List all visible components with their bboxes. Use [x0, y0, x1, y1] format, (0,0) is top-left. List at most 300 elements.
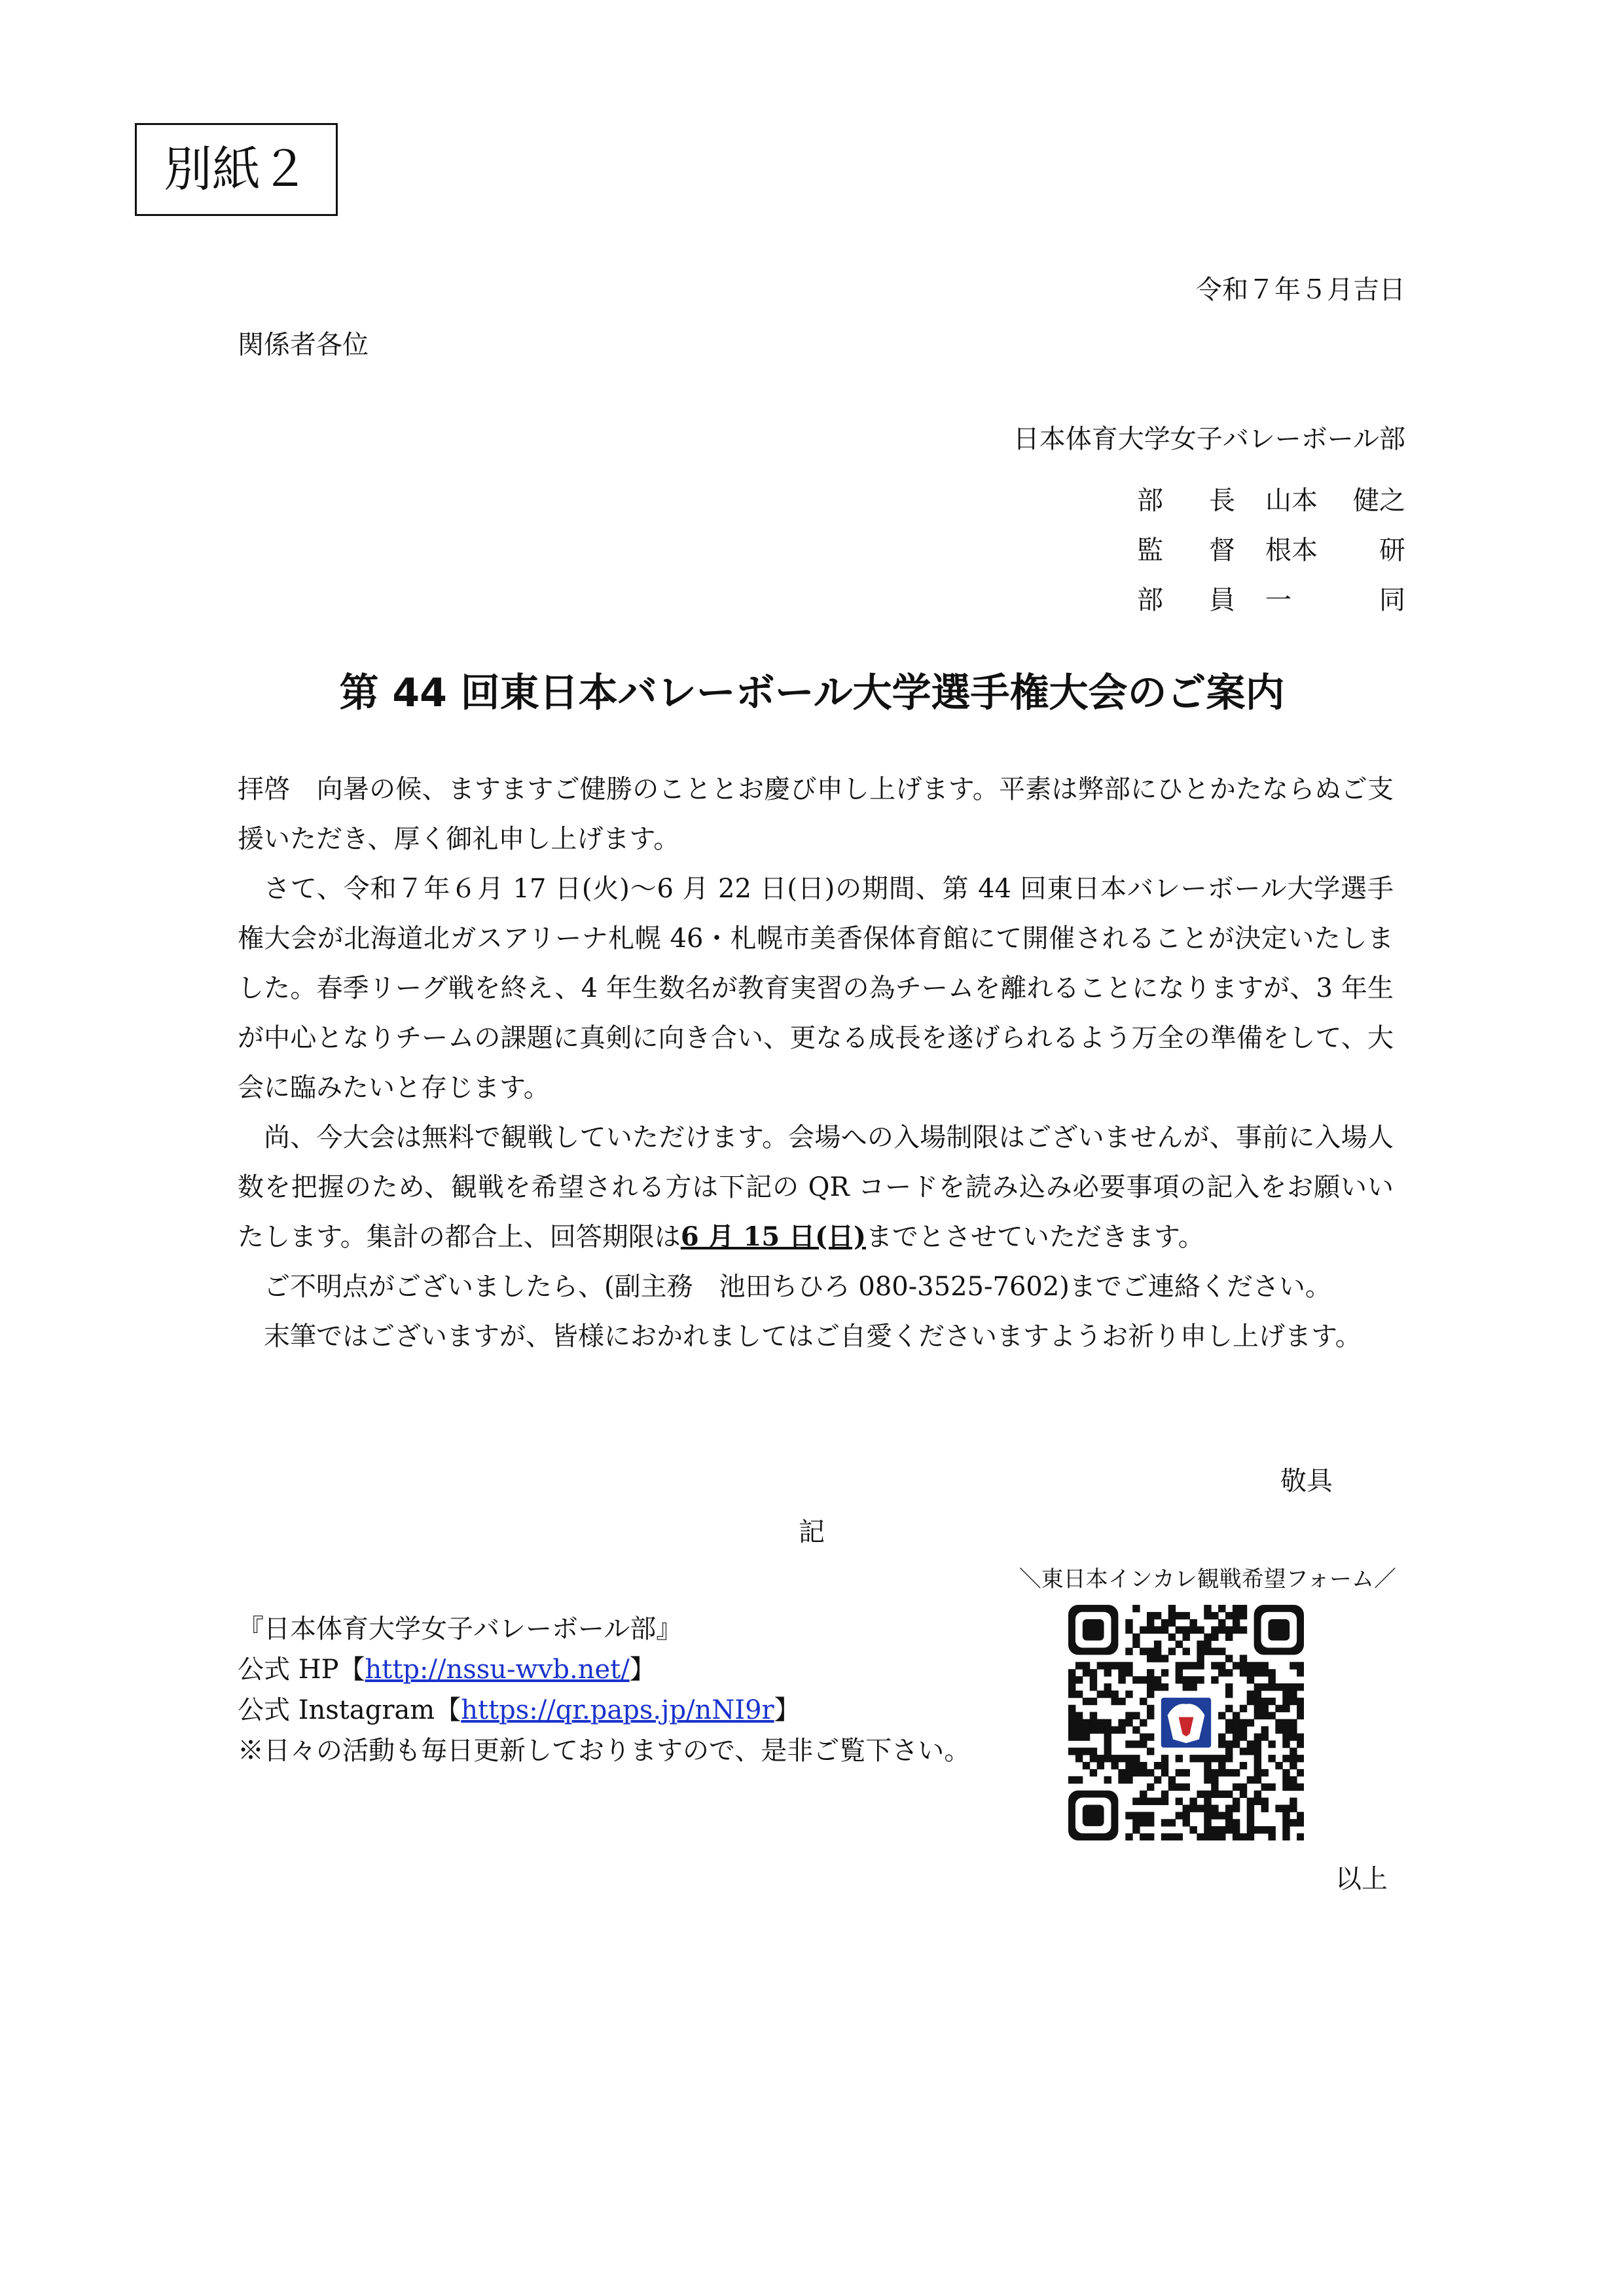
qr-module	[1233, 1733, 1240, 1740]
qr-module	[1297, 1819, 1304, 1826]
qr-module	[1204, 1769, 1211, 1776]
qr-module	[1247, 1748, 1254, 1755]
qr-module	[1140, 1762, 1147, 1769]
qr-module	[1275, 1804, 1282, 1812]
qr-module	[1168, 1634, 1176, 1641]
qr-module	[1118, 1719, 1125, 1727]
attachment-label: 別紙２	[164, 141, 309, 198]
qr-module	[1140, 1812, 1147, 1819]
qr-module	[1254, 1733, 1261, 1740]
qr-module	[1111, 1762, 1118, 1769]
qr-module	[1218, 1826, 1225, 1833]
qr-module	[1218, 1619, 1225, 1626]
qr-module	[1183, 1784, 1190, 1791]
qr-module	[1282, 1755, 1290, 1762]
qr-module	[1297, 1712, 1304, 1719]
qr-module	[1240, 1655, 1247, 1662]
qr-module	[1104, 1719, 1111, 1727]
qr-module	[1154, 1641, 1161, 1648]
qr-module	[1211, 1626, 1218, 1634]
qr-module	[1147, 1733, 1154, 1740]
qr-module	[1132, 1641, 1140, 1648]
qr-module	[1261, 1804, 1269, 1812]
qr-module	[1168, 1605, 1176, 1612]
qr-module	[1290, 1819, 1297, 1826]
qr-module	[1275, 1719, 1282, 1727]
qr-module	[1154, 1762, 1161, 1769]
qr-module	[1290, 1662, 1297, 1669]
qr-module	[1297, 1669, 1304, 1676]
qr-module	[1118, 1698, 1125, 1705]
qr-module	[1254, 1755, 1261, 1762]
qr-module	[1240, 1833, 1247, 1840]
qr-module	[1075, 1691, 1083, 1698]
qr-module	[1290, 1691, 1297, 1698]
qr-module	[1211, 1784, 1218, 1791]
qr-module	[1168, 1819, 1176, 1826]
qr-module	[1140, 1740, 1147, 1748]
qr-module	[1075, 1733, 1083, 1740]
qr-module	[1240, 1612, 1247, 1619]
qr-module	[1247, 1798, 1254, 1805]
qr-module	[1240, 1705, 1247, 1712]
qr-module	[1233, 1833, 1240, 1840]
qr-module	[1211, 1769, 1218, 1776]
qr-module	[1125, 1719, 1132, 1727]
qr-module	[1197, 1791, 1204, 1798]
qr-module	[1233, 1612, 1240, 1619]
qr-module	[1247, 1669, 1254, 1676]
qr-module	[1254, 1669, 1261, 1676]
activity-note: ※日々の活動も毎日更新しておりますので、是非ご覧下さい。	[238, 1736, 971, 1766]
qr-module	[1225, 1740, 1233, 1748]
qr-module	[1140, 1791, 1147, 1798]
qr-module	[1068, 1776, 1075, 1784]
qr-module	[1204, 1833, 1211, 1840]
qr-module	[1261, 1726, 1269, 1733]
qr-caption: ＼東日本インカレ観戦希望フォーム／	[1019, 1566, 1396, 1592]
qr-module	[1261, 1733, 1269, 1740]
qr-module	[1147, 1812, 1154, 1819]
qr-module	[1254, 1712, 1261, 1719]
qr-module	[1154, 1612, 1161, 1619]
qr-module	[1282, 1819, 1290, 1826]
qr-module	[1254, 1769, 1261, 1776]
qr-module	[1168, 1619, 1176, 1626]
qr-module	[1204, 1804, 1211, 1812]
qr-module	[1225, 1791, 1233, 1798]
qr-module	[1197, 1755, 1204, 1762]
qr-module	[1225, 1719, 1233, 1727]
qr-module	[1125, 1833, 1132, 1840]
qr-module	[1140, 1698, 1147, 1705]
qr-module	[1132, 1762, 1140, 1769]
qr-module	[1254, 1698, 1261, 1705]
qr-module	[1254, 1776, 1261, 1784]
qr-module	[1147, 1784, 1154, 1791]
qr-module	[1261, 1669, 1269, 1676]
qr-module	[1132, 1812, 1140, 1819]
document-title: 第 44 回東日本バレーボール大学選手権大会のご案内	[339, 670, 1285, 716]
qr-module	[1183, 1804, 1190, 1812]
qr-module	[1282, 1776, 1290, 1784]
qr-module	[1218, 1740, 1225, 1748]
qr-module	[1268, 1676, 1275, 1683]
qr-module	[1204, 1612, 1211, 1619]
qr-module	[1140, 1798, 1147, 1805]
qr-module	[1282, 1812, 1290, 1819]
qr-module	[1168, 1647, 1176, 1655]
qr-module	[1147, 1748, 1154, 1755]
qr-module	[1290, 1755, 1297, 1762]
qr-module	[1282, 1691, 1290, 1698]
qr-module	[1247, 1691, 1254, 1698]
qr-module	[1183, 1626, 1190, 1634]
qr-module	[1090, 1669, 1097, 1676]
qr-module	[1211, 1634, 1218, 1641]
qr-module	[1104, 1748, 1111, 1755]
paragraph-closing-wish: 末筆ではございますが、皆様におかれましてはご自愛くださいますようお祈り申し上げます。	[264, 1321, 1362, 1352]
qr-module	[1204, 1641, 1211, 1648]
qr-module	[1125, 1762, 1132, 1769]
qr-module	[1268, 1784, 1275, 1791]
qr-module	[1140, 1676, 1147, 1683]
qr-module	[1275, 1705, 1282, 1712]
qr-module	[1154, 1655, 1161, 1662]
qr-module	[1118, 1776, 1125, 1784]
qr-module	[1154, 1776, 1161, 1784]
qr-module	[1247, 1804, 1254, 1812]
qr-module	[1197, 1647, 1204, 1655]
qr-module	[1247, 1676, 1254, 1683]
response-deadline: 6 月 15 日(日)	[680, 1221, 866, 1252]
qr-module	[1147, 1769, 1154, 1776]
qr-module	[1176, 1769, 1183, 1776]
qr-module	[1097, 1755, 1104, 1762]
qr-module	[1097, 1691, 1104, 1698]
qr-module	[1161, 1655, 1168, 1662]
qr-module	[1140, 1833, 1147, 1840]
qr-module	[1083, 1726, 1090, 1733]
qr-module	[1083, 1669, 1090, 1676]
qr-module	[1075, 1755, 1083, 1762]
qr-module	[1261, 1784, 1269, 1791]
qr-module	[1233, 1826, 1240, 1833]
qr-module	[1282, 1740, 1290, 1748]
qr-finder-center	[1083, 1804, 1104, 1826]
addressee: 関係者各位	[238, 330, 369, 360]
instagram-link[interactable]: https://qr.paps.jp/nNI9r	[461, 1695, 774, 1725]
qr-module	[1254, 1791, 1261, 1798]
paragraph-greeting: 拝啓 向暑の候、ますますご健勝のこととお慶び申し上げます。平素は弊部にひとかたならぬご支援いただき、厚く御礼申し上げます。	[238, 774, 1394, 854]
qr-module	[1176, 1662, 1183, 1669]
qr-module	[1297, 1662, 1304, 1669]
qr-module	[1297, 1683, 1304, 1691]
qr-module	[1225, 1812, 1233, 1819]
qr-module	[1161, 1626, 1168, 1634]
qr-module	[1147, 1705, 1154, 1712]
qr-module	[1211, 1826, 1218, 1833]
qr-module	[1118, 1662, 1125, 1669]
qr-module	[1161, 1791, 1168, 1798]
qr-module	[1140, 1626, 1147, 1634]
qr-module	[1125, 1619, 1132, 1626]
qr-module	[1168, 1776, 1176, 1784]
qr-module	[1268, 1698, 1275, 1705]
qr-module	[1140, 1719, 1147, 1727]
qr-module	[1068, 1712, 1075, 1719]
qr-module	[1147, 1655, 1154, 1662]
qr-module	[1125, 1776, 1132, 1784]
qr-code-graphic	[1068, 1605, 1304, 1840]
qr-module	[1140, 1733, 1147, 1740]
qr-module	[1211, 1612, 1218, 1619]
qr-module	[1189, 1662, 1197, 1669]
qr-module	[1218, 1733, 1225, 1740]
qr-module	[1147, 1619, 1154, 1626]
qr-module	[1204, 1812, 1211, 1819]
qr-module	[1097, 1662, 1104, 1669]
qr-module	[1261, 1698, 1269, 1705]
qr-module	[1161, 1669, 1168, 1676]
qr-module	[1132, 1712, 1140, 1719]
qr-module	[1233, 1798, 1240, 1805]
hp-link[interactable]: http://nssu-wvb.net/	[365, 1655, 630, 1685]
qr-module	[1297, 1698, 1304, 1705]
qr-module	[1225, 1755, 1233, 1762]
qr-module	[1090, 1726, 1097, 1733]
qr-module	[1240, 1669, 1247, 1676]
closing-keigu: 敬具	[1280, 1466, 1333, 1496]
qr-module	[1125, 1626, 1132, 1634]
qr-module	[1225, 1705, 1233, 1712]
qr-module	[1211, 1776, 1218, 1784]
qr-module	[1225, 1691, 1233, 1698]
qr-finder-center	[1083, 1619, 1104, 1641]
qr-module	[1204, 1826, 1211, 1833]
qr-module	[1189, 1804, 1197, 1812]
qr-code[interactable]	[1068, 1605, 1304, 1840]
qr-module	[1282, 1719, 1290, 1727]
qr-module	[1254, 1798, 1261, 1805]
qr-module	[1247, 1833, 1254, 1840]
qr-module	[1132, 1676, 1140, 1683]
qr-module	[1268, 1740, 1275, 1748]
qr-module	[1240, 1719, 1247, 1727]
paragraph-contact: ご不明点がございましたら、(副主務 池田ちひろ 080-3525-7602)までご連絡ください。	[264, 1272, 1331, 1302]
sender-row-members: 部 員 一 同	[1137, 585, 1405, 615]
qr-module	[1204, 1819, 1211, 1826]
qr-module	[1161, 1683, 1168, 1691]
qr-module	[1090, 1719, 1097, 1727]
qr-module	[1125, 1662, 1132, 1669]
qr-module	[1225, 1726, 1233, 1733]
qr-module	[1233, 1819, 1240, 1826]
qr-module	[1297, 1812, 1304, 1819]
qr-module	[1233, 1726, 1240, 1733]
qr-module	[1268, 1683, 1275, 1691]
qr-module	[1254, 1683, 1261, 1691]
qr-module	[1225, 1769, 1233, 1776]
qr-module	[1118, 1669, 1125, 1676]
qr-module	[1147, 1691, 1154, 1698]
official-instagram: 公式 Instagram【https://qr.paps.jp/nNI9r】	[238, 1695, 801, 1725]
qr-module	[1068, 1726, 1075, 1733]
qr-module	[1247, 1698, 1254, 1705]
qr-module	[1090, 1748, 1097, 1755]
qr-module	[1268, 1833, 1275, 1840]
qr-module	[1282, 1705, 1290, 1712]
qr-module	[1247, 1776, 1254, 1784]
qr-module	[1240, 1726, 1247, 1733]
qr-module	[1125, 1740, 1132, 1748]
qr-module	[1204, 1791, 1211, 1798]
qr-module	[1204, 1647, 1211, 1655]
ki-heading: 記	[799, 1517, 825, 1547]
qr-module	[1225, 1669, 1233, 1676]
qr-module	[1068, 1719, 1075, 1727]
qr-module	[1090, 1698, 1097, 1705]
qr-module	[1297, 1740, 1304, 1748]
qr-module	[1218, 1833, 1225, 1840]
qr-module	[1275, 1726, 1282, 1733]
qr-module	[1254, 1705, 1261, 1712]
sender-row-coach: 監 督 根本 研	[1137, 535, 1405, 565]
qr-module	[1290, 1784, 1297, 1791]
qr-module	[1218, 1647, 1225, 1655]
qr-module	[1290, 1719, 1297, 1727]
qr-module	[1097, 1726, 1104, 1733]
qr-module	[1297, 1755, 1304, 1762]
qr-module	[1125, 1669, 1132, 1676]
qr-module	[1268, 1755, 1275, 1762]
qr-module	[1147, 1819, 1154, 1826]
qr-module	[1218, 1812, 1225, 1819]
qr-module	[1218, 1605, 1225, 1612]
qr-module	[1183, 1676, 1190, 1683]
qr-module	[1282, 1726, 1290, 1733]
qr-module	[1132, 1634, 1140, 1641]
qr-module	[1189, 1683, 1197, 1691]
qr-module	[1218, 1626, 1225, 1634]
qr-module	[1111, 1691, 1118, 1698]
qr-module	[1132, 1826, 1140, 1833]
qr-module	[1261, 1683, 1269, 1691]
qr-module	[1225, 1804, 1233, 1812]
qr-module	[1183, 1612, 1190, 1619]
qr-module	[1247, 1719, 1254, 1727]
qr-module	[1211, 1791, 1218, 1798]
attachment-label-box	[135, 123, 338, 216]
qr-module	[1161, 1755, 1168, 1762]
qr-module	[1147, 1612, 1154, 1619]
qr-module	[1297, 1833, 1304, 1840]
qr-module	[1147, 1712, 1154, 1719]
qr-module	[1183, 1683, 1190, 1691]
qr-module	[1168, 1784, 1176, 1791]
qr-module	[1233, 1769, 1240, 1776]
qr-module	[1297, 1705, 1304, 1712]
qr-module	[1083, 1733, 1090, 1740]
qr-module	[1176, 1784, 1183, 1791]
qr-module	[1225, 1634, 1233, 1641]
body-text	[238, 764, 1394, 1361]
qr-module	[1125, 1691, 1132, 1698]
qr-module	[1225, 1819, 1233, 1826]
qr-module	[1189, 1798, 1197, 1805]
qr-module	[1218, 1791, 1225, 1798]
qr-module	[1104, 1776, 1111, 1784]
end-ijo: 以上	[1335, 1864, 1388, 1894]
sender-block	[1013, 419, 1405, 630]
qr-module	[1176, 1676, 1183, 1683]
qr-module	[1197, 1626, 1204, 1634]
qr-module	[1183, 1812, 1190, 1819]
qr-module	[1247, 1812, 1254, 1819]
qr-module	[1197, 1833, 1204, 1840]
qr-module	[1218, 1662, 1225, 1669]
qr-module	[1147, 1676, 1154, 1683]
qr-module	[1290, 1733, 1297, 1740]
qr-module	[1083, 1762, 1090, 1769]
qr-module	[1261, 1705, 1269, 1712]
qr-module	[1118, 1769, 1125, 1776]
qr-module	[1282, 1769, 1290, 1776]
qr-module	[1104, 1683, 1111, 1691]
qr-module	[1104, 1691, 1111, 1698]
qr-module	[1183, 1647, 1190, 1655]
qr-module	[1225, 1748, 1233, 1755]
qr-module	[1218, 1712, 1225, 1719]
document-date: 令和７年５月吉日	[1196, 275, 1405, 305]
qr-module	[1240, 1784, 1247, 1791]
qr-module	[1211, 1662, 1218, 1669]
qr-module	[1261, 1769, 1269, 1776]
qr-module	[1240, 1791, 1247, 1798]
qr-module	[1118, 1755, 1125, 1762]
qr-module	[1104, 1669, 1111, 1676]
qr-module	[1090, 1755, 1097, 1762]
qr-module	[1204, 1776, 1211, 1784]
qr-module	[1083, 1719, 1090, 1727]
qr-module	[1204, 1755, 1211, 1762]
qr-module	[1282, 1683, 1290, 1691]
qr-module	[1176, 1612, 1183, 1619]
qr-module	[1104, 1662, 1111, 1669]
qr-module	[1297, 1769, 1304, 1776]
qr-module	[1197, 1655, 1204, 1662]
qr-module	[1132, 1605, 1140, 1612]
qr-module	[1183, 1662, 1190, 1669]
qr-module	[1233, 1784, 1240, 1791]
qr-module	[1176, 1626, 1183, 1634]
qr-module	[1261, 1826, 1269, 1833]
qr-module	[1225, 1626, 1233, 1634]
qr-module	[1111, 1755, 1118, 1762]
qr-module	[1132, 1819, 1140, 1826]
qr-module	[1104, 1740, 1111, 1748]
qr-module	[1075, 1719, 1083, 1727]
qr-module	[1290, 1762, 1297, 1769]
qr-module	[1104, 1755, 1111, 1762]
qr-module	[1240, 1748, 1247, 1755]
qr-module	[1233, 1712, 1240, 1719]
qr-module	[1168, 1612, 1176, 1619]
qr-module	[1290, 1698, 1297, 1705]
qr-module	[1176, 1755, 1183, 1762]
qr-module	[1211, 1804, 1218, 1812]
qr-module	[1290, 1748, 1297, 1755]
